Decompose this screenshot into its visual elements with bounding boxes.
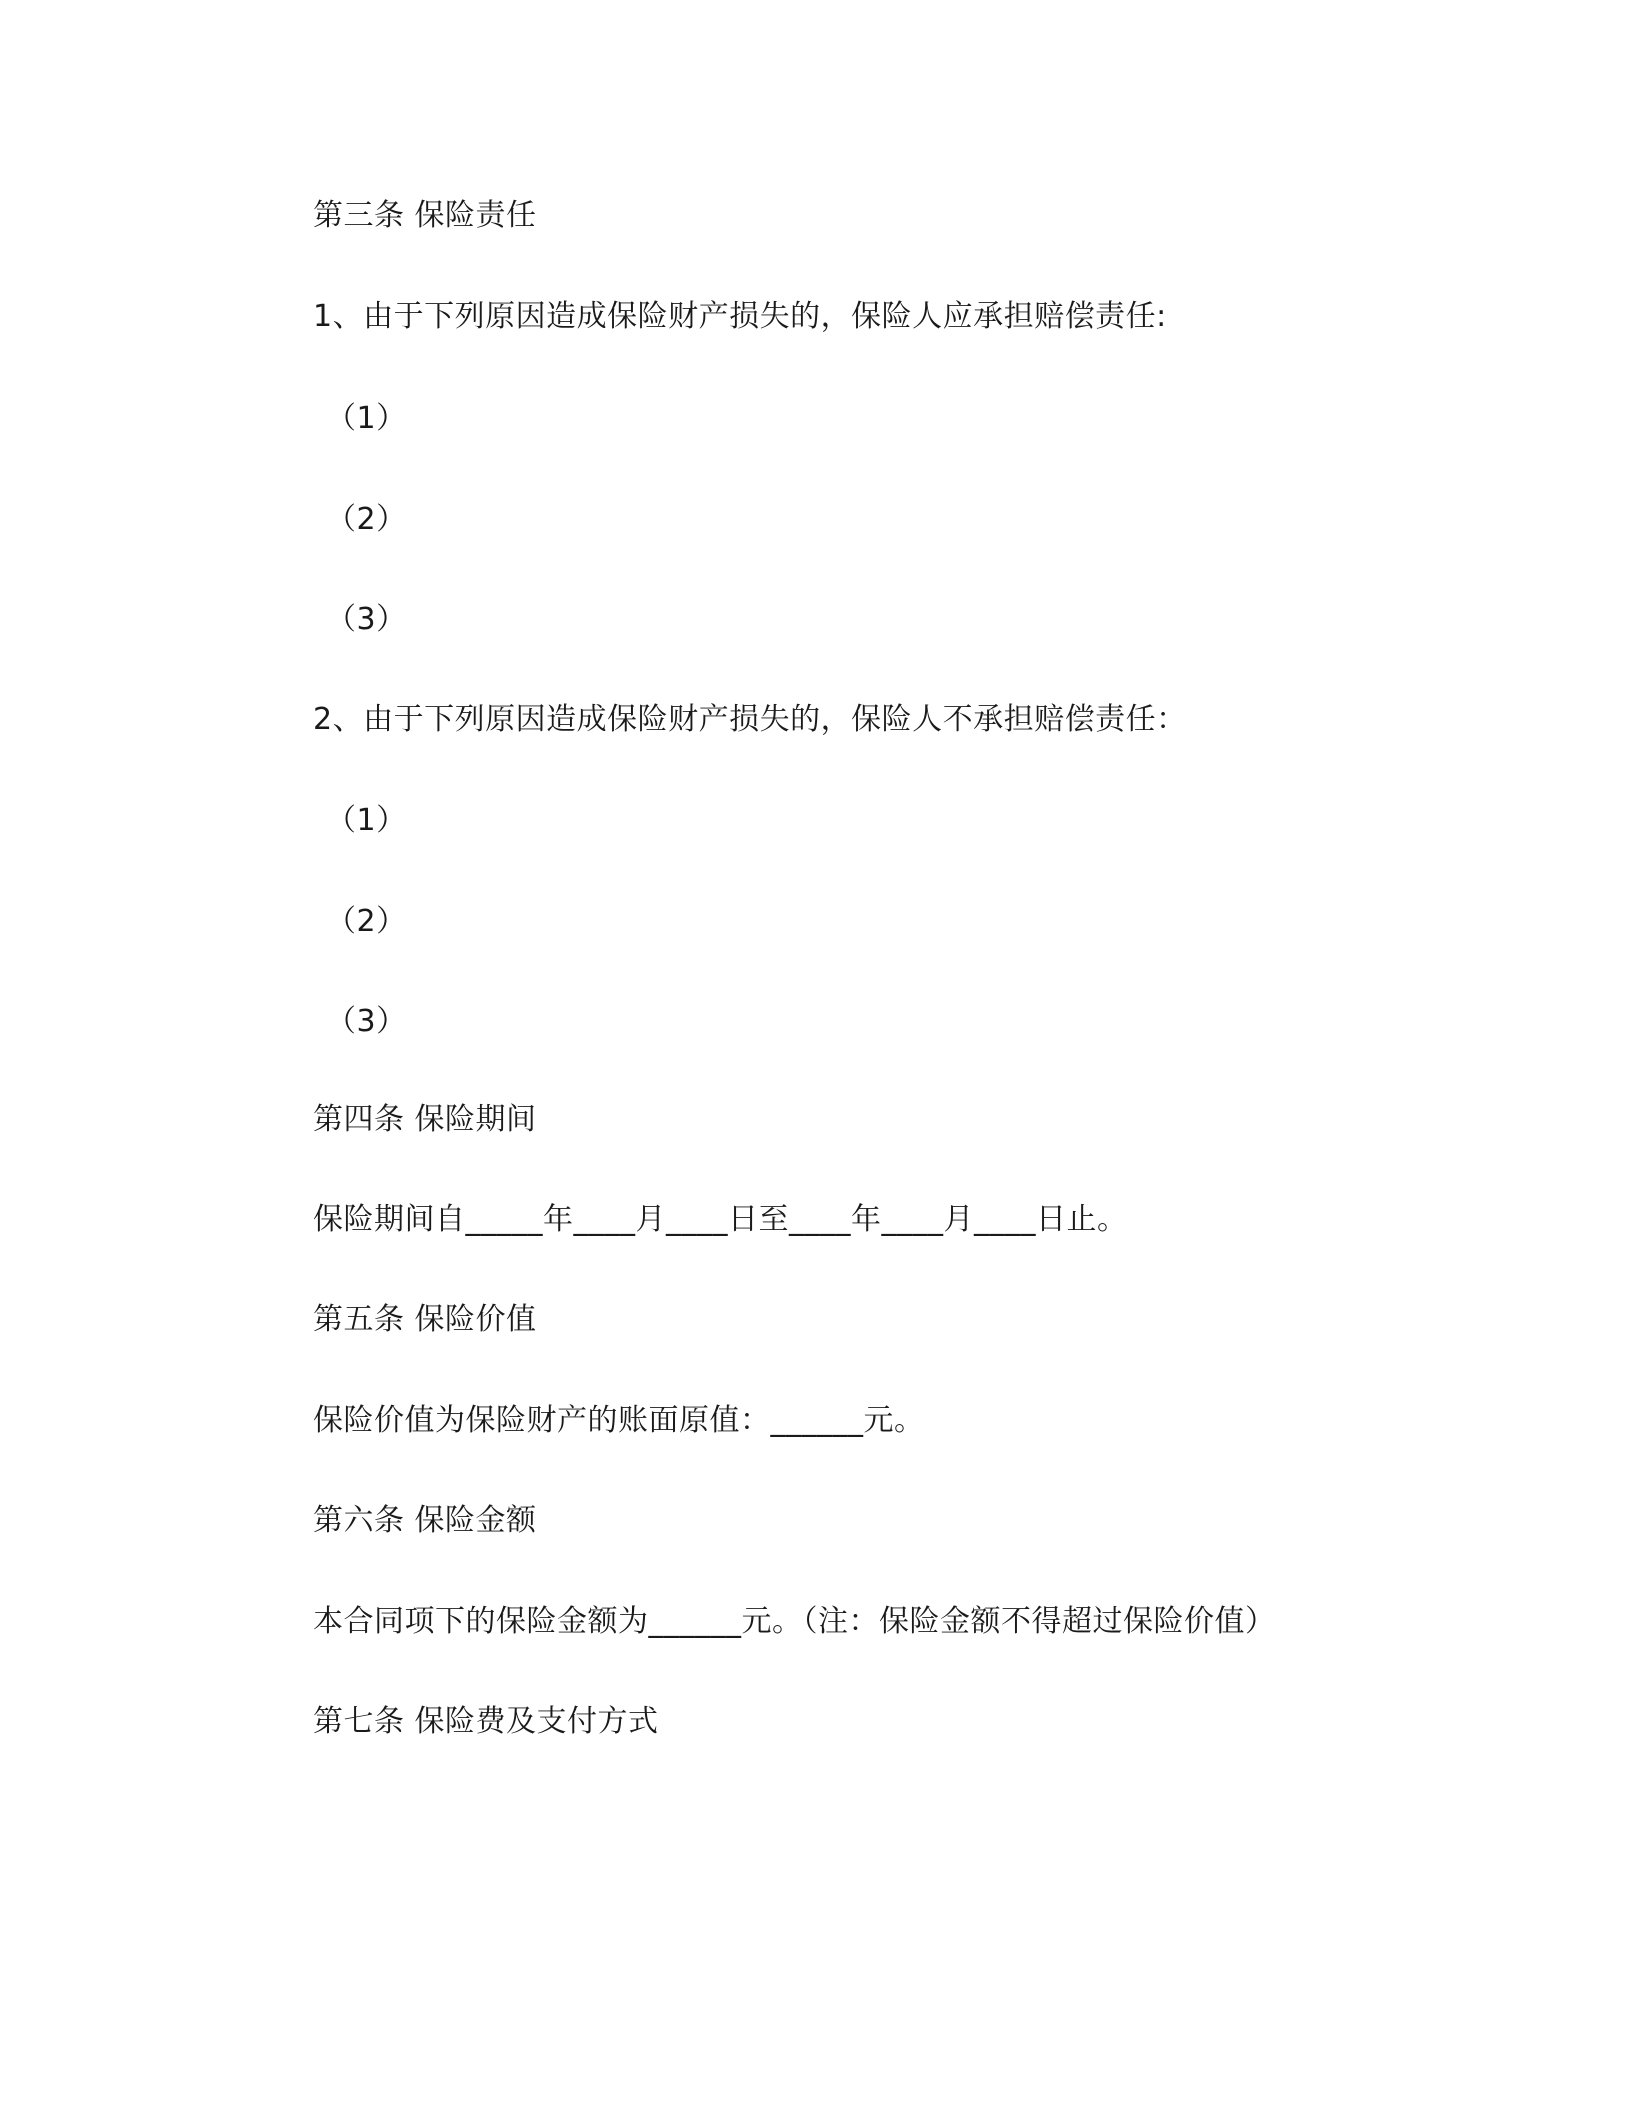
article-7-heading: 第七条 保险费及支付方式: [313, 1704, 659, 1739]
list-item-1-2: （2）: [326, 502, 407, 537]
list-item-1-1: （1）: [326, 401, 407, 436]
article-6-heading: 第六条 保险金额: [313, 1503, 537, 1538]
article-5-heading: 第五条 保险价值: [313, 1302, 537, 1337]
list-item-2-3: （3）: [326, 1004, 407, 1039]
clause-2-text: 2、由于下列原因造成保险财产损失的，保险人不承担赔偿责任：: [313, 702, 1187, 737]
clause-1-text: 1、由于下列原因造成保险财产损失的，保险人应承担赔偿责任:: [313, 299, 1167, 334]
article-3-heading: 第三条 保险责任: [313, 198, 537, 233]
insured-amount-text: 本合同项下的保险金额为______元。（注：保险金额不得超过保险价值）: [313, 1604, 1276, 1639]
list-item-2-1: （1）: [326, 803, 407, 838]
list-item-1-3: （3）: [326, 602, 407, 637]
list-item-2-2: （2）: [326, 904, 407, 939]
insurance-period-text: 保险期间自_____年____月____日至____年____月____日止。: [313, 1202, 1128, 1237]
article-4-heading: 第四条 保险期间: [313, 1102, 537, 1137]
insurance-value-text: 保险价值为保险财产的账面原值：______元。: [313, 1403, 925, 1438]
